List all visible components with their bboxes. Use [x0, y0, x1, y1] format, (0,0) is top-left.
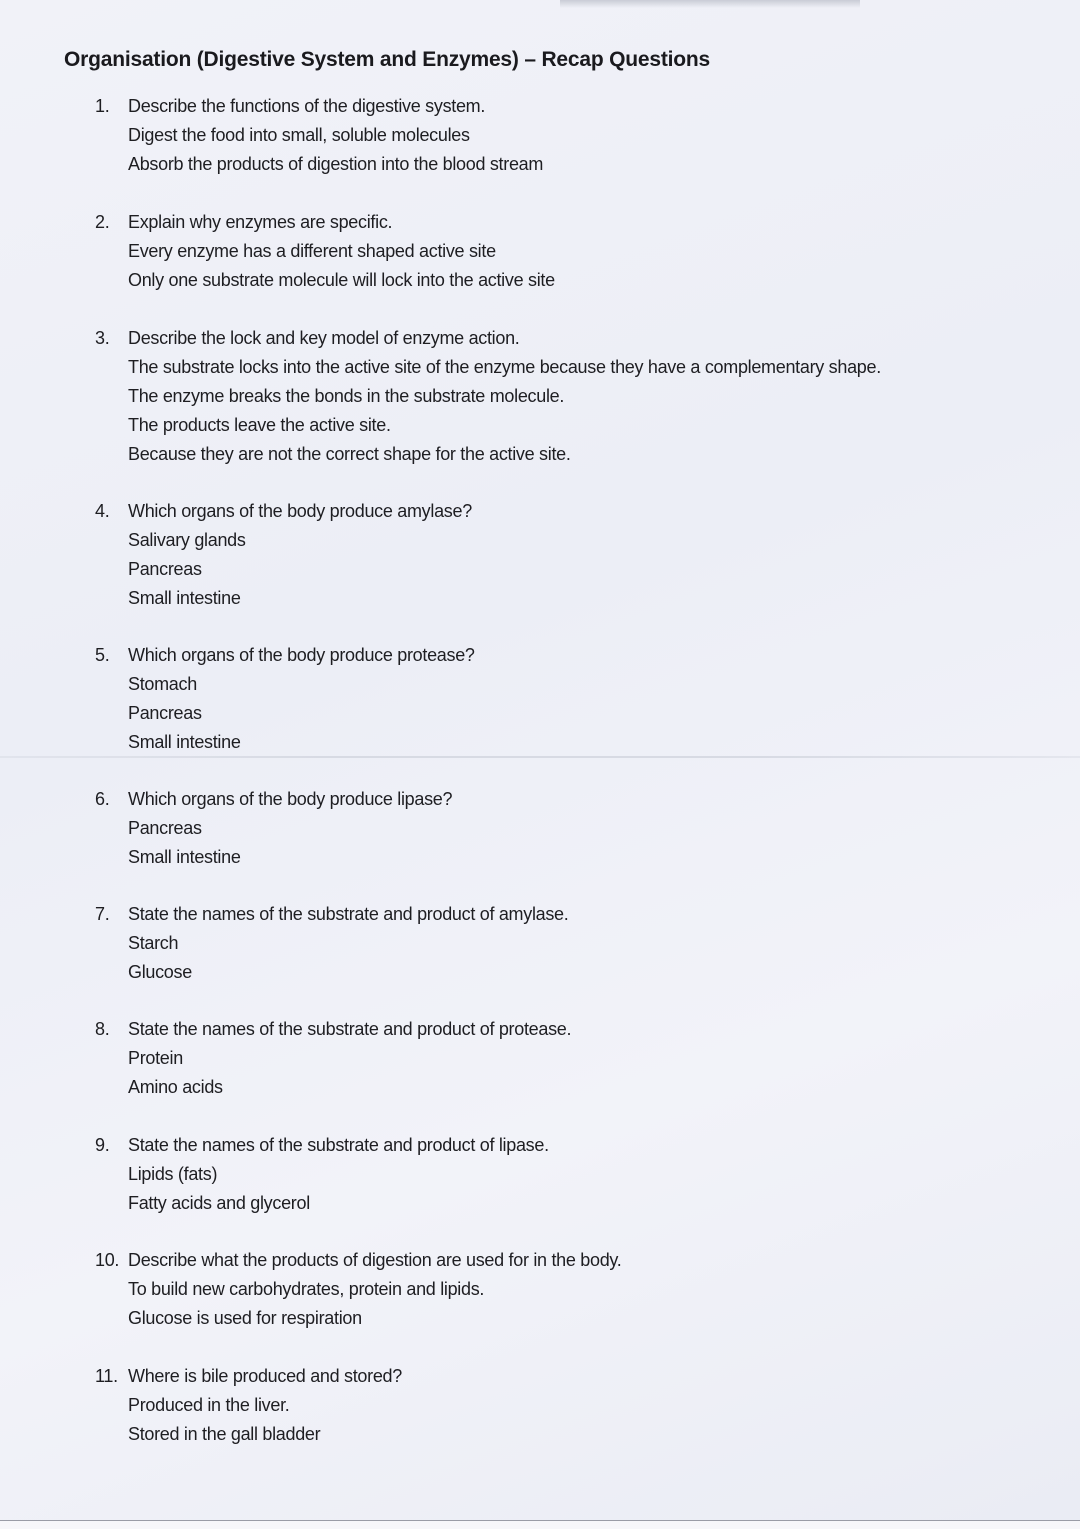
question-8 — [95, 1015, 571, 1102]
answer-line: To build new carbohydrates, protein and lipids. — [128, 1279, 485, 1299]
question-text: State the names of the substrate and product of lipase. — [128, 1135, 549, 1155]
question-text: Describe what the products of digestion are used for in the body. — [128, 1250, 622, 1270]
answer-line: Digest the food into small, soluble molecules — [128, 125, 470, 145]
answer-line: The products leave the active site. — [128, 415, 391, 435]
question-number: 1. — [95, 96, 110, 116]
answer-line: Starch — [128, 933, 179, 953]
question-number: 4. — [95, 501, 110, 521]
question-text: Which organs of the body produce protease? — [128, 645, 475, 665]
answer-line: The substrate locks into the active site of the enzyme because they have a complementary shape. — [128, 357, 881, 377]
answer-line: Every enzyme has a different shaped active site — [128, 241, 496, 261]
question-number: 5. — [95, 645, 110, 665]
question-text: Which organs of the body produce lipase? — [128, 789, 453, 809]
question-number: 2. — [95, 212, 110, 232]
question-number: 6. — [95, 789, 110, 809]
question-6 — [95, 785, 452, 872]
answer-line: Produced in the liver. — [128, 1395, 290, 1415]
question-3 — [95, 324, 881, 469]
answer-line: Fatty acids and glycerol — [128, 1193, 310, 1213]
answer-line: Glucose — [128, 962, 192, 982]
question-text: Which organs of the body produce amylase? — [128, 501, 472, 521]
question-number: 8. — [95, 1019, 110, 1039]
question-7 — [95, 900, 568, 987]
question-11 — [95, 1362, 402, 1449]
answer-line: Small intestine — [128, 588, 241, 608]
scan-shadow — [560, 0, 860, 8]
question-1 — [95, 92, 543, 179]
question-4 — [95, 497, 472, 613]
answer-line: Absorb the products of digestion into the blood stream — [128, 154, 544, 174]
answer-line: Lipids (fats) — [128, 1164, 218, 1184]
answer-line: Pancreas — [128, 559, 202, 579]
answer-line: Only one substrate molecule will lock into the active site — [128, 270, 555, 290]
answer-line: Small intestine — [128, 847, 241, 867]
answer-line: Pancreas — [128, 818, 202, 838]
answer-line: Stored in the gall bladder — [128, 1424, 321, 1444]
answer-line: Protein — [128, 1048, 183, 1068]
answer-line: Stomach — [128, 674, 197, 694]
answer-line: The enzyme breaks the bonds in the substrate molecule. — [128, 386, 565, 406]
answer-line: Small intestine — [128, 732, 241, 752]
question-text: Describe the functions of the digestive system. — [128, 96, 486, 116]
answer-line: Pancreas — [128, 703, 202, 723]
question-number: 9. — [95, 1135, 110, 1155]
question-number: 3. — [95, 328, 110, 348]
answer-line: Because they are not the correct shape for the active site. — [128, 444, 571, 464]
question-number: 10. — [95, 1250, 120, 1270]
question-10 — [95, 1246, 621, 1333]
answer-line: Amino acids — [128, 1077, 223, 1097]
question-text: Where is bile produced and stored? — [128, 1366, 402, 1386]
question-number: 7. — [95, 904, 110, 924]
question-9 — [95, 1131, 549, 1218]
page-title: Organisation (Digestive System and Enzymes) – Recap Questions — [64, 48, 710, 71]
question-text: State the names of the substrate and product of amylase. — [128, 904, 569, 924]
question-text: State the names of the substrate and product of protease. — [128, 1019, 572, 1039]
answer-line: Salivary glands — [128, 530, 246, 550]
question-number: 11. — [95, 1366, 118, 1386]
question-text: Describe the lock and key model of enzyme action. — [128, 328, 520, 348]
answer-line: Glucose is used for respiration — [128, 1308, 362, 1328]
question-5 — [95, 641, 475, 757]
question-2 — [95, 208, 555, 295]
question-text: Explain why enzymes are specific. — [128, 212, 393, 232]
